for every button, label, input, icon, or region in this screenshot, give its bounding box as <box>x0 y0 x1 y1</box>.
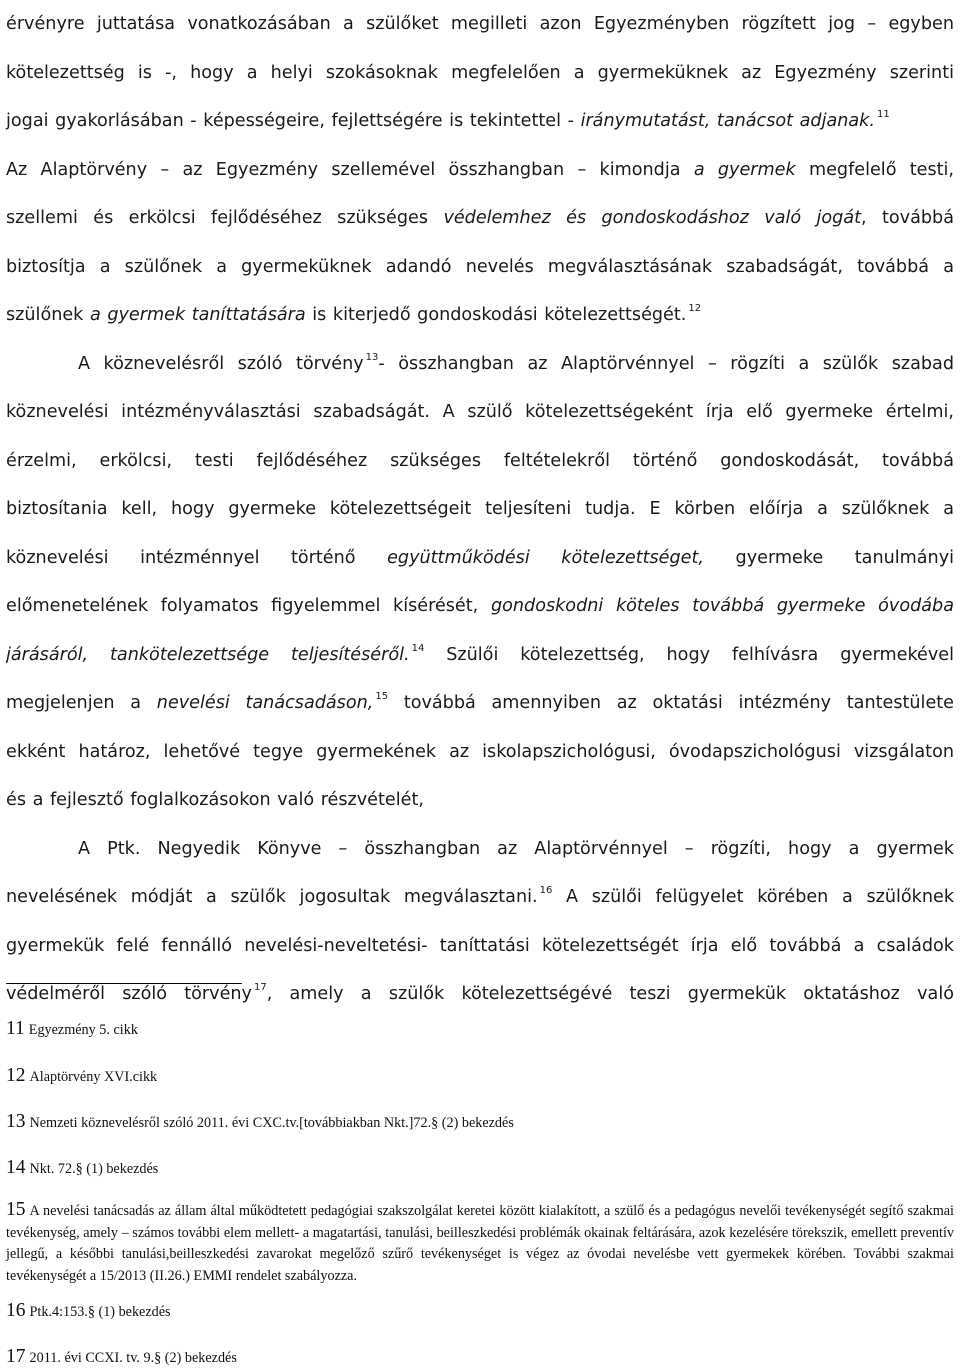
text-run: köznevelési intézménnyel történő <box>6 547 388 568</box>
text-run: kötelezettség is -, hogy a helyi szokásoknak megfelelően a gyermeküknek az Egyezmény szerinti <box>6 62 954 83</box>
text-run: Szülői kötelezettség, hogy felhívásra gyermekével <box>424 644 954 665</box>
text-line <box>6 291 954 340</box>
text-line <box>6 49 954 98</box>
footnote-number: 12 <box>6 1065 26 1086</box>
italic-run: iránymutatást, tanácsot adjanak. <box>580 111 875 131</box>
footnote-text: A nevelési tanácsadás az állam által működtetett pedagógiai szakszolgálat keretei között kialakított, a szülő és a pedagógus nevelői tevékenységét segítő szakmai tevékenység, amely – számos további elem mellett- a magatartási, tanulási, beilleszkedési problémák okainak feltárására, azok kezelésére törekszik, emellett preventív jellegű, a későbbi tanulási,beilleszkedési zavarokat megelőző szűrő tevékenységet is végez az óvodai nevelésbe vett gyermekek körében. További szakmai tevékenységét a 15/2013 (II.26.) EMMI rendelet szabályozza. <box>6 1203 954 1284</box>
text-line <box>6 388 954 437</box>
footnote-ref[interactable]: 14 <box>411 642 425 654</box>
footnote <box>6 1111 514 1134</box>
footnote-ref[interactable]: 12 <box>688 303 702 314</box>
text-run: , amely a szülők kötelezettségévé teszi gyermekük oktatáshoz való <box>266 984 954 1004</box>
text-line <box>6 243 954 292</box>
text-run: - összhangban az Alaptörvénnyel – rögzíti a szülők szabad <box>378 353 954 374</box>
text-line <box>6 873 954 922</box>
text-run: is kiterjedő gondoskodási kötelezettségét. <box>305 305 687 325</box>
italic-run: együttműködési kötelezettséget, <box>387 547 704 568</box>
text-line <box>6 728 954 777</box>
footnote-ref[interactable]: 11 <box>876 109 890 120</box>
footnote-text: Alaptörvény XVI.cikk <box>29 1069 158 1085</box>
text-line <box>6 97 954 146</box>
footnote-text: 2011. évi CCXI. tv. 9.§ (2) bekezdés <box>29 1350 237 1366</box>
text-run: A köznevelésről szóló törvény <box>78 353 364 374</box>
text-run: védelméről szóló törvény <box>6 984 252 1004</box>
text-run: érvényre juttatása vonatkozásában a szülőket megilleti azon Egyezményben rögzített jog – egyben <box>6 14 954 34</box>
footnote <box>6 1157 158 1180</box>
italic-run: a gyermek taníttatására <box>89 305 306 325</box>
footnote-number: 13 <box>6 1111 26 1132</box>
text-run: szülőnek <box>6 305 90 325</box>
footnote-number: 14 <box>6 1157 26 1178</box>
text-line <box>6 0 954 49</box>
footnote-ref[interactable]: 13 <box>365 351 379 363</box>
footnote-text: Nkt. 72.§ (1) bekezdés <box>29 1161 159 1177</box>
text-line <box>6 485 954 534</box>
text-run: megjelenjen a <box>6 693 157 713</box>
text-run: szellemi és erkölcsi fejlődéséhez szükséges <box>6 208 444 228</box>
footnote-text: Egyezmény 5. cikk <box>28 1022 138 1038</box>
text-run: továbbá amennyiben az oktatási intézmény tantestülete <box>388 693 954 713</box>
footnote-ref[interactable]: 16 <box>539 885 553 896</box>
text-run: gyermeke tanulmányi <box>704 547 954 568</box>
text-line <box>6 922 954 971</box>
text-run: A Ptk. Negyedik Könyve – összhangban az Alaptörvénnyel – rögzíti, hogy a gyermek <box>78 838 954 859</box>
footnote-text: Ptk.4:153.§ (1) bekezdés <box>29 1304 171 1320</box>
text-run: , továbbá <box>861 208 954 228</box>
footnote <box>6 1346 237 1369</box>
text-run: ekként határoz, lehetővé tegye gyermekének az iskolapszichológusi, óvodapszichológusi vizsgálaton <box>6 741 954 762</box>
text-run: jogai gyakorlásában - képességeire, fejlettségére is tekintettel - <box>6 111 581 131</box>
text-line <box>6 437 954 486</box>
italic-run: védelemhez és gondoskodáshoz való jogát <box>443 208 862 228</box>
italic-run: a gyermek <box>693 159 796 180</box>
footnote <box>6 1199 954 1287</box>
text-line <box>6 146 954 195</box>
text-line <box>6 340 954 389</box>
text-run: biztosítania kell, hogy gyermeke kötelezettségeit teljesíteni tudja. <box>6 499 650 519</box>
text-line <box>6 825 954 874</box>
text-line <box>6 534 954 583</box>
text-line <box>6 631 954 680</box>
text-run: és a fejlesztő foglalkozásokon való részvételét, <box>6 790 424 810</box>
text-run: gyermekük felé fennálló nevelési-neveltetési- taníttatási kötelezettségét írja elő továbbá a családok <box>6 935 954 956</box>
footnote-number: 11 <box>6 1018 25 1039</box>
footnote <box>6 1018 138 1041</box>
text-line <box>6 776 954 825</box>
text-run: megfelelő testi, <box>795 159 954 180</box>
footnote <box>6 1300 171 1323</box>
text-line <box>6 970 954 1019</box>
body-text <box>6 0 954 1019</box>
footnote-ref[interactable]: 17 <box>253 982 267 993</box>
footnote-number: 15 <box>6 1199 26 1220</box>
text-line <box>6 194 954 243</box>
italic-run: nevelési tanácsadáson, <box>156 693 374 713</box>
text-run: előmenetelének folyamatos figyelemmel kísérését, <box>6 596 491 616</box>
text-run: biztosítja a szülőnek a gyermeküknek adandó nevelés megválasztásának szabadságát, továbbá a <box>6 256 954 277</box>
text-run: A szülői felügyelet körében a szülőknek <box>552 887 954 907</box>
text-line <box>6 582 954 631</box>
text-run: E körben előírja a szülőknek a <box>649 499 954 519</box>
footnote <box>6 1065 157 1088</box>
text-run: köznevelési intézményválasztási szabadságát. <box>6 402 443 422</box>
text-run: A szülő kötelezettségeként írja elő gyermeke értelmi, <box>442 402 954 422</box>
italic-run: gondoskodni köteles továbbá gyermeke óvodába <box>490 596 954 616</box>
footnote-number: 17 <box>6 1346 26 1367</box>
text-run: Az Alaptörvény – az Egyezmény szellemével összhangban – kimondja <box>6 159 694 180</box>
text-run: érzelmi, erkölcsi, testi fejlődéséhez szükséges feltételekről történő gondoskodását, továbbá <box>6 450 954 471</box>
footnote-number: 16 <box>6 1300 26 1321</box>
text-run: nevelésének módját a szülők jogosultak megválasztani. <box>6 887 538 907</box>
text-line <box>6 679 954 728</box>
italic-run: járásáról, tankötelezettsége teljesítéséről. <box>6 644 410 665</box>
footnote-ref[interactable]: 15 <box>375 691 389 702</box>
footnote-text: Nemzeti köznevelésről szóló 2011. évi CXC.tv.[továbbiakban Nkt.]72.§ (2) bekezdés <box>29 1115 514 1131</box>
footnote-separator <box>6 983 242 984</box>
